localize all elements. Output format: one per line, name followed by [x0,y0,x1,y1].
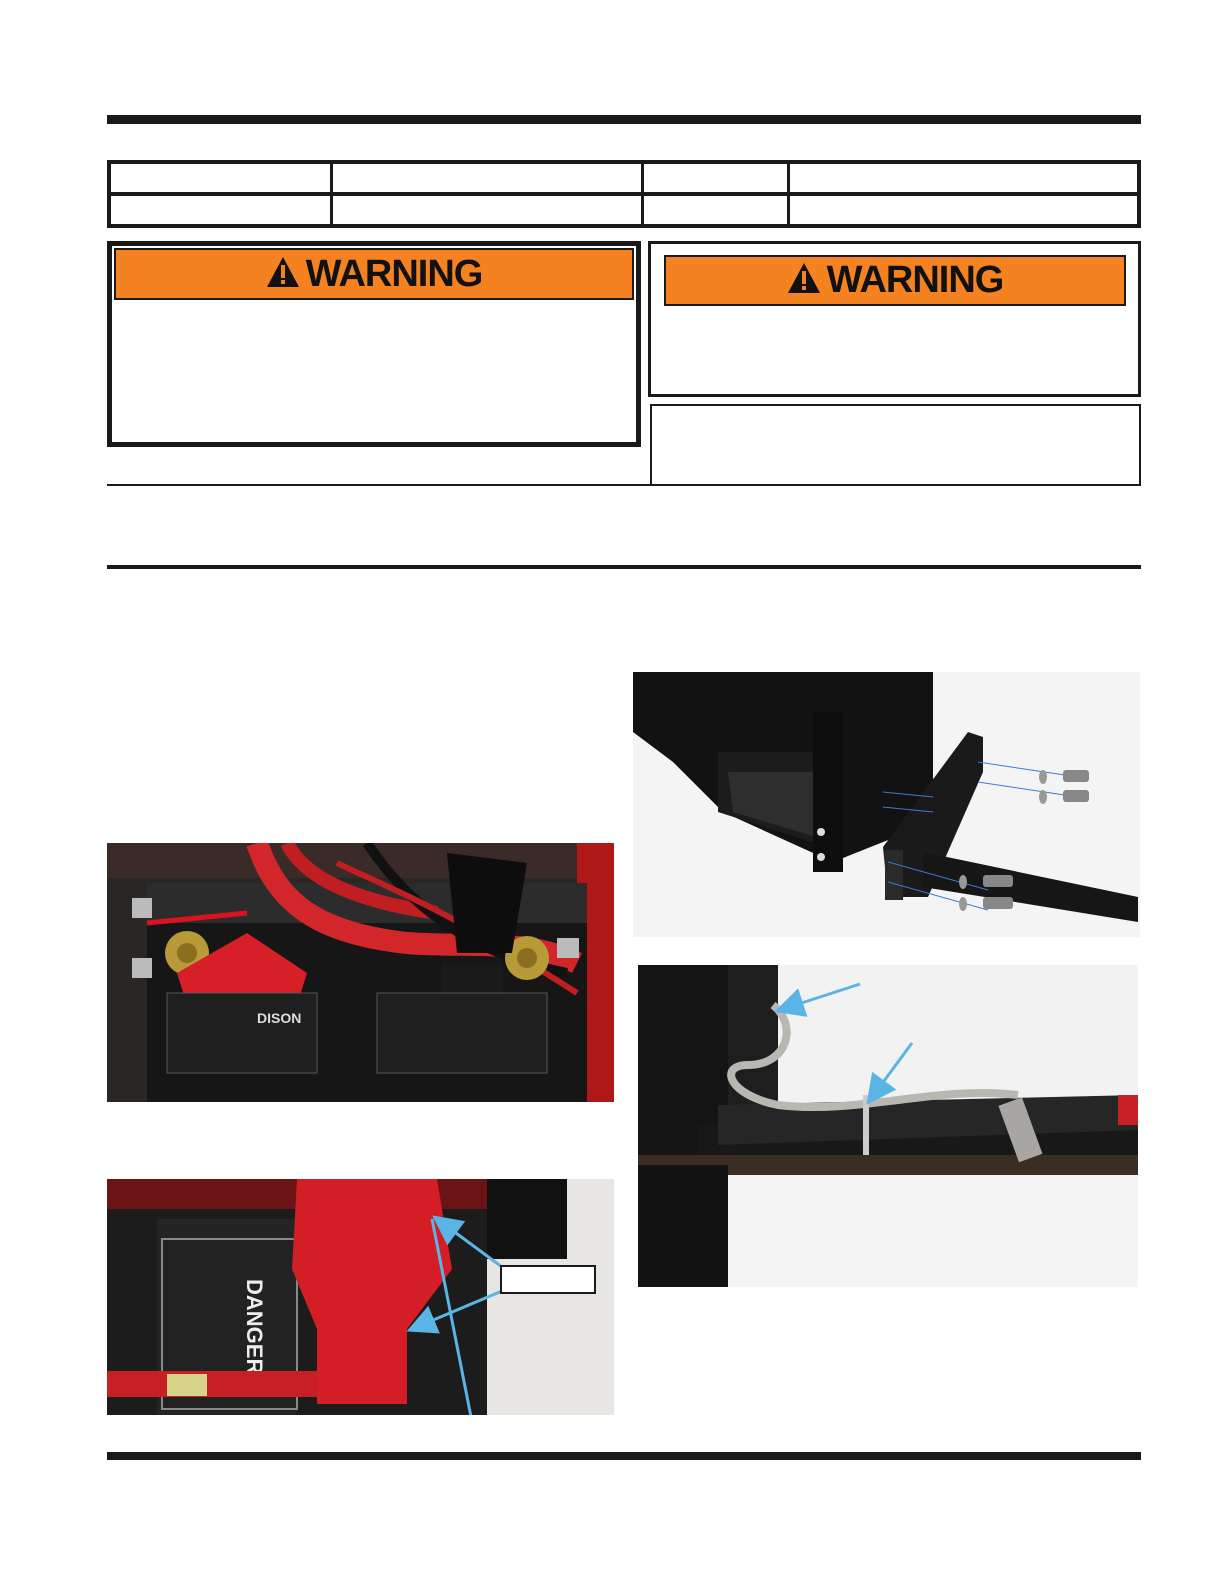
section-rule [107,565,1141,569]
note-box-right [650,404,1141,486]
table-col-divider [641,164,644,224]
hitch-diagram-drawing [633,672,1140,937]
warning-box-left [107,241,641,447]
warning-banner-left [114,248,634,300]
warning-label-right: WARNING [826,259,1004,301]
top-rule [107,115,1141,124]
hitch-diagram [633,672,1140,937]
info-table [107,160,1141,228]
warning-banner-right [664,255,1126,306]
frame-photo [638,965,1138,1287]
battery-photo-top [107,843,614,1102]
warning-label-left: WARNING [305,252,483,295]
frame-callout-arrows [638,965,1138,1287]
svg-text:DANGER: DANGER [242,1279,267,1375]
table-row-divider [111,192,1137,196]
callout-label-box [500,1265,596,1294]
svg-text:DISON: DISON [257,1010,302,1026]
warning-box-right [648,241,1141,397]
warning-triangle-icon [787,262,821,299]
battery-photo-top-drawing [107,843,614,1102]
warning-triangle-icon [266,256,300,293]
callout-arrows [107,1179,614,1415]
table-col-divider [787,164,790,224]
battery-photo-bottom [107,1179,614,1415]
bottom-rule [107,1452,1141,1460]
table-col-divider [330,164,333,224]
section-rule-left [107,484,650,486]
